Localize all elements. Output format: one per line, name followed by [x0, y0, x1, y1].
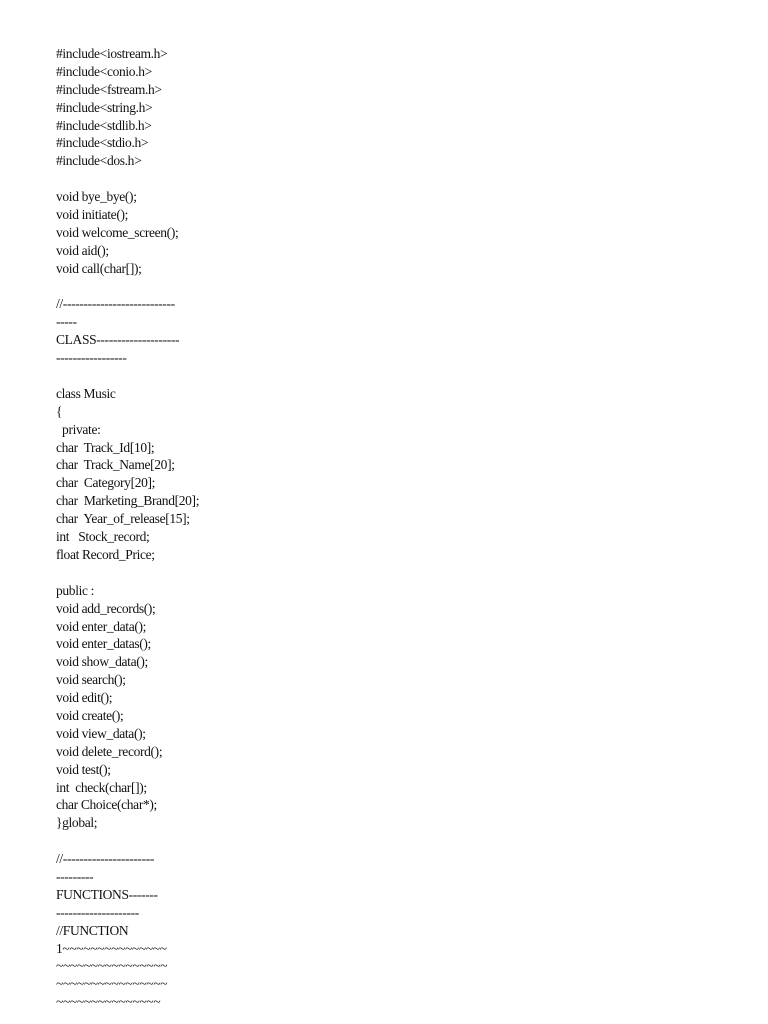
- code-line: void add_records();: [56, 600, 156, 616]
- code-line: ---------: [56, 868, 94, 884]
- code-line: void enter_datas();: [56, 636, 151, 652]
- code-line: #include<dos.h>: [56, 153, 142, 169]
- blank-line: [56, 170, 736, 188]
- code-line: void delete_record();: [56, 743, 163, 759]
- blank-line: [56, 564, 736, 582]
- code-line: void show_data();: [56, 654, 148, 670]
- code-line: #include<conio.h>: [56, 63, 152, 79]
- code-line: public :: [56, 582, 95, 598]
- blank-line: [56, 278, 736, 296]
- code-line: private:: [56, 421, 101, 437]
- code-line: ~~~~~~~~~~~~~~~: [56, 994, 161, 1010]
- code-line: void initiate();: [56, 207, 129, 223]
- code-line: void create();: [56, 707, 124, 723]
- code-line: {: [56, 403, 63, 419]
- code-line: ~~~~~~~~~~~~~~~~: [56, 958, 168, 974]
- code-line: int Stock_record;: [56, 529, 150, 545]
- code-line: }global;: [56, 815, 98, 831]
- code-line: //FUNCTION: [56, 922, 129, 938]
- code-line: #include<fstream.h>: [56, 81, 162, 97]
- code-line: 1~~~~~~~~~~~~~~~: [56, 940, 167, 956]
- code-line: //----------------------: [56, 851, 155, 867]
- code-line: class Music: [56, 385, 116, 401]
- code-line: void call(char[]);: [56, 260, 142, 276]
- blank-line: [56, 832, 736, 850]
- code-listing: [56, 45, 736, 1011]
- code-line: char Year_of_release[15];: [56, 511, 190, 527]
- code-line: -----: [56, 314, 77, 330]
- code-line: char Marketing_Brand[20];: [56, 493, 200, 509]
- code-line: void edit();: [56, 690, 113, 706]
- code-line: void welcome_screen();: [56, 224, 179, 240]
- document-page: [56, 45, 736, 1011]
- code-line: char Track_Id[10];: [56, 439, 155, 455]
- code-line: FUNCTIONS-------: [56, 886, 158, 902]
- code-line: void test();: [56, 761, 111, 777]
- code-line: #include<stdio.h>: [56, 135, 149, 151]
- code-line: int check(char[]);: [56, 779, 147, 795]
- code-line: void search();: [56, 672, 126, 688]
- code-line: char Track_Name[20];: [56, 457, 175, 473]
- code-line: char Category[20];: [56, 475, 156, 491]
- code-line: void view_data();: [56, 725, 146, 741]
- code-line: //---------------------------: [56, 296, 175, 312]
- code-line: ~~~~~~~~~~~~~~~~: [56, 976, 168, 992]
- code-line: -----------------: [56, 350, 127, 366]
- code-line: char Choice(char*);: [56, 797, 157, 813]
- code-line: #include<stdlib.h>: [56, 117, 152, 133]
- code-line: #include<string.h>: [56, 99, 153, 115]
- code-line: void enter_data();: [56, 618, 147, 634]
- blank-line: [56, 367, 736, 385]
- code-line: #include<iostream.h>: [56, 46, 168, 61]
- code-line: void aid();: [56, 242, 109, 258]
- code-line: --------------------: [56, 904, 139, 920]
- code-line: float Record_Price;: [56, 546, 155, 562]
- code-line: CLASS--------------------: [56, 332, 180, 348]
- code-line: void bye_bye();: [56, 189, 137, 205]
